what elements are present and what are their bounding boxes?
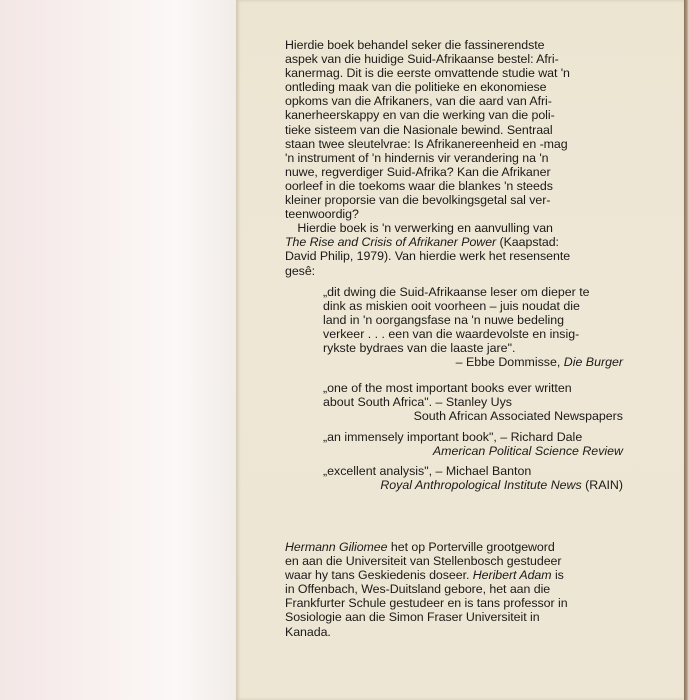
review-source-suffix: (RAIN) xyxy=(581,478,623,493)
author-name-1: Hermann Giliomee xyxy=(285,540,388,554)
author-name-2: Heribert Adam xyxy=(472,568,552,583)
author-bio-paragraph xyxy=(285,540,620,639)
review-source: Royal Anthropological Institute News xyxy=(380,478,582,493)
review-line: dink as miskien ooit voorheen – juis noudat die xyxy=(323,299,580,314)
book-title-reference: The Rise and Crisis of Afrikaner Power xyxy=(285,235,497,250)
review-attribution xyxy=(323,478,623,492)
book-spine-edge xyxy=(684,0,689,700)
blurb-p2-end: David Philip, 1979). Van hierdie werk het resensente gesê: xyxy=(285,249,571,278)
review-line: land in 'n oorgangsfase na 'n nuwe bedeling xyxy=(323,313,565,328)
blurb-p2-start: Hierdie boek is 'n verwerking en aanvulling van xyxy=(297,221,553,236)
review-source: American Political Science Review xyxy=(432,444,623,459)
review-line: about South Africa". – Stanley Uys xyxy=(323,395,512,410)
review-line: „dit dwing die Suid-Afrikaanse leser om dieper te xyxy=(323,285,590,299)
blurb-section xyxy=(285,38,620,278)
bio-text-2: is in Offenbach, Wes-Duitsland gebore, het aan die Frankfurter Schule gestudeer en is tans professor in Sosiologie aan die Simon Fraser Universiteit in Kanada. xyxy=(285,568,568,639)
blurb-paragraph-2 xyxy=(285,221,620,277)
bio-text-1: het op Porterville grootgeword en aan die Universiteit van Stellenbosch gestudeer waar hy tans Geskiedenis doseer. xyxy=(285,540,562,583)
review-line: „one of the most important books ever written xyxy=(323,381,572,395)
review-attribution xyxy=(323,444,623,458)
reviewer-name: – Ebbe Dommisse, xyxy=(455,355,564,370)
review-quote-1 xyxy=(323,285,623,370)
review-quote-2 xyxy=(323,381,623,423)
review-attribution xyxy=(323,355,623,369)
review-line: rykste bydraes van die laaste jare". xyxy=(323,341,516,356)
author-bio xyxy=(285,540,620,639)
review-quote-4 xyxy=(323,464,623,492)
review-source: Die Burger xyxy=(563,355,623,370)
blurb-paragraph-1: Hierdie boek behandel seker die fassinerendste aspek van die huidige Suid-Afrikaanse bestel: Afri- kanermag. Dit is die eerste omvattende studie wat 'n ontleding maak van die politieke en ekonomiese opkoms van die Afrikaners, van die aard van Afri- kanerheerskappy en van die werking van die poli- tieke sisteem van die Nasionale bewind. Sentraal staan twee sleutelvrae: Is Afrikanereenheid en -mag 'n instrument of 'n hindernis vir verandering na 'n nuwe, regverdiger Suid-Afrika? Kan die Afrikaner oorleef in die toekoms waar die blankes 'n steeds kleiner proporsie van die bevolkingsgetal sal ver- teenwoordig? xyxy=(285,38,570,222)
review-line: „an immensely important book", – Richard Dale xyxy=(323,430,583,444)
blurb-p2-mid: (Kaapstad: xyxy=(496,235,559,250)
review-line: „excellent analysis", – Michael Banton xyxy=(323,464,532,478)
blank-left-page xyxy=(0,0,236,700)
review-quote-3 xyxy=(323,430,623,458)
review-source: South African Associated Newspapers xyxy=(413,409,623,424)
review-line: verkeer . . . een van die waardevolste en insig- xyxy=(323,327,580,342)
